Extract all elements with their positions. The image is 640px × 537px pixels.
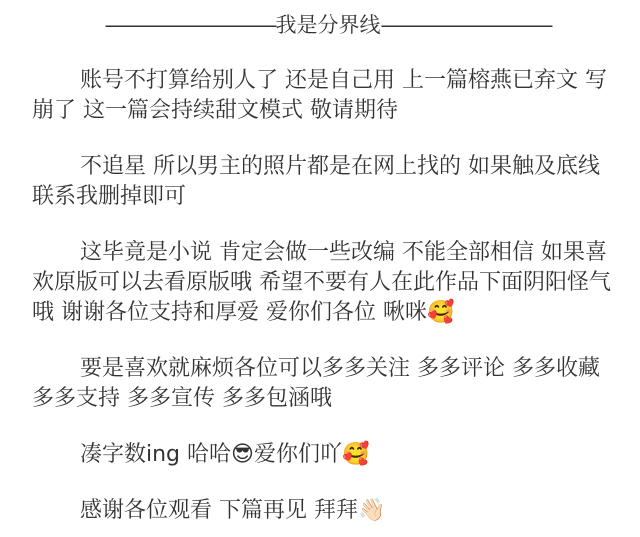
divider-left-dashes: ————————— (104, 13, 276, 37)
note-paragraph-farewell: 感谢各位观看 下篇再见 拜拜👋🏻 (80, 498, 386, 523)
divider-line (32, 10, 624, 40)
note-paragraph-word-count: 凑字数ing 哈哈😎爱你们吖🥰 (80, 442, 370, 467)
note-paragraph-photos: 不追星 所以男主的照片都是在网上找的 如果触及底线 联系我删掉即可 (32, 154, 600, 209)
divider-label: 我是分界线 (275, 13, 381, 37)
note-paragraph-account: 账号不打算给别人了 还是自己用 上一篇榕燕已弃文 写崩了 这一篇会持续甜文模式 敬请期待 (32, 68, 607, 123)
divider-right-dashes: ————————— (380, 13, 552, 37)
note-paragraph-fiction-disclaimer: 这毕竟是小说 肯定会做一些改编 不能全部相信 如果喜欢原版可以去看原版哦 希望不要有人在此作品下面阴阳怪气哦 谢谢各位支持和厚爱 爱你们各位 啾咪🥰 (32, 240, 611, 325)
note-paragraph-support-request: 要是喜欢就麻烦各位可以多多关注 多多评论 多多收藏 多多支持 多多宣传 多多包涵哦 (32, 356, 600, 411)
